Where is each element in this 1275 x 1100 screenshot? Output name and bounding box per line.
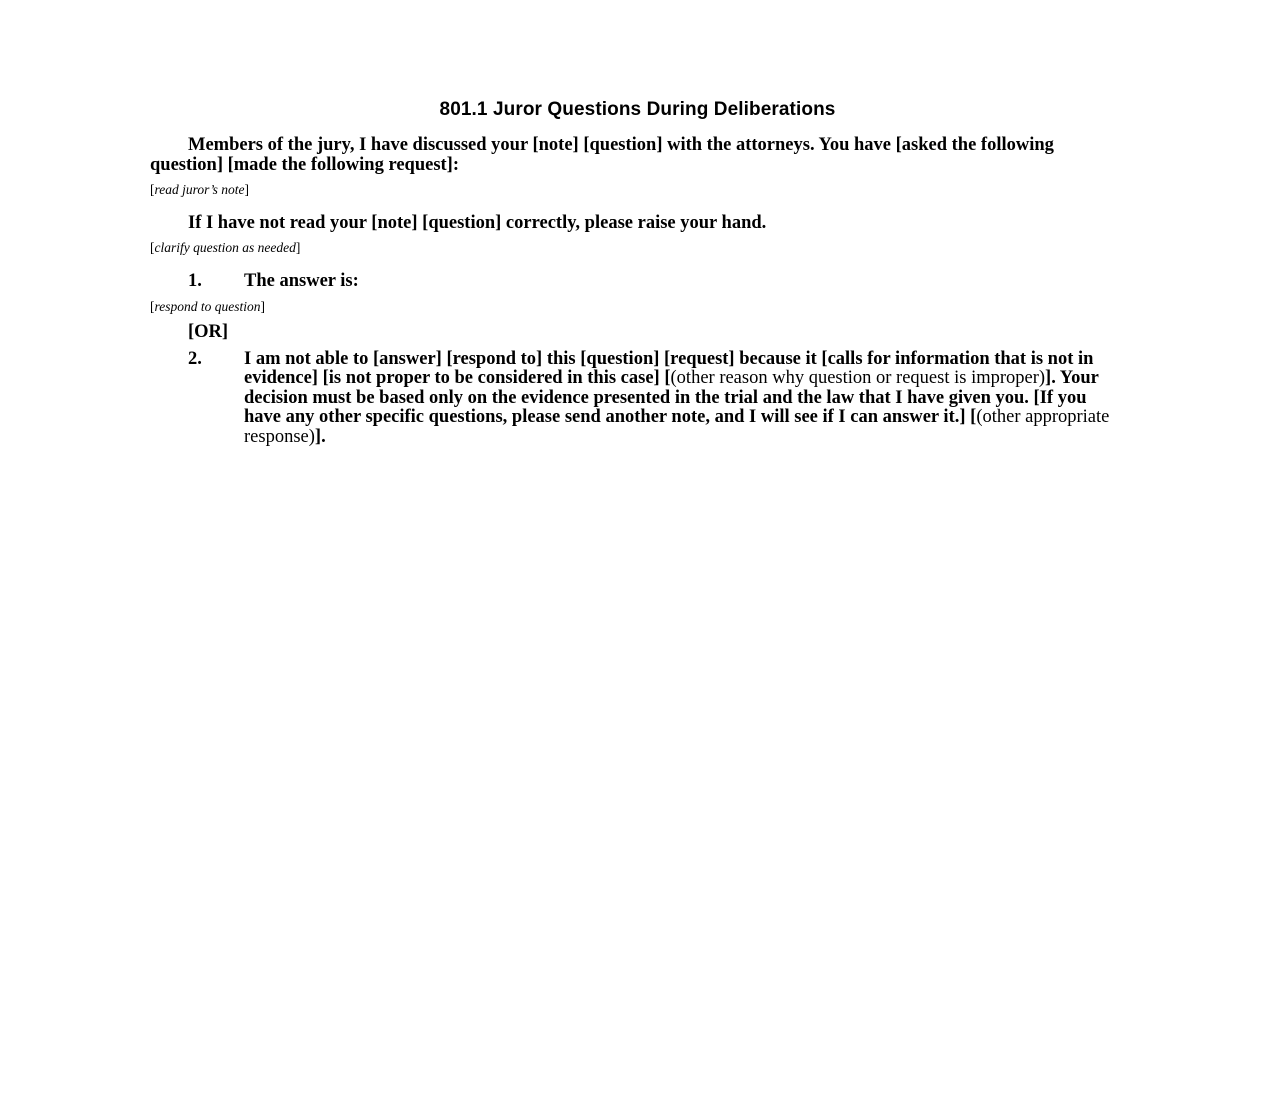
instruction-note-clarify [150, 240, 300, 256]
instruction-note-read-juror-note [150, 182, 249, 198]
option-text-part: ]. [314, 426, 326, 447]
intro-paragraph: Members of the jury, I have discussed your [note] [question] with the attorneys. You have [asked the following question] [made the following request]: [150, 135, 1054, 175]
option-text: The answer is: [244, 271, 359, 291]
option-text-part: ]. Your decision must be based only on the evidence presented in the trial and the law that I have given you. [If you have any other specific questions, please send another note, and I will see if I can answer it.] [ [244, 368, 1099, 428]
clarify-paragraph: If I have not read your [note] [question] correctly, please raise your hand. [188, 213, 767, 233]
option-number: 1. [188, 271, 202, 291]
bracket-open: [ [150, 299, 155, 314]
page-title: 801.1 Juror Questions During Deliberations [439, 99, 836, 120]
option-number: 2. [188, 349, 202, 369]
instruction-text: read juror’s note [154, 182, 245, 197]
bracket-close: ] [244, 182, 250, 197]
option-2 [188, 350, 1128, 470]
option-1 [188, 272, 1128, 292]
bracket-close: ] [260, 299, 265, 314]
instruction-note-respond [150, 299, 265, 315]
bracket-close: ] [295, 240, 301, 255]
placeholder-text: (other appropriate response) [244, 407, 1110, 447]
bracket-open: [ [150, 182, 155, 197]
option-text-part: I am not able to [answer] [respond to] this [question] [request] because it [calls for information that is not in evidence] [is not proper to be considered in this case] [ [244, 349, 1094, 389]
option-text [244, 350, 1128, 447]
instruction-text: respond to question [154, 299, 261, 314]
or-separator: [OR] [188, 322, 229, 342]
placeholder-text: (other reason why question or request is improper) [670, 368, 1046, 389]
instruction-text: clarify question as needed [154, 240, 296, 255]
bracket-open: [ [150, 240, 155, 255]
